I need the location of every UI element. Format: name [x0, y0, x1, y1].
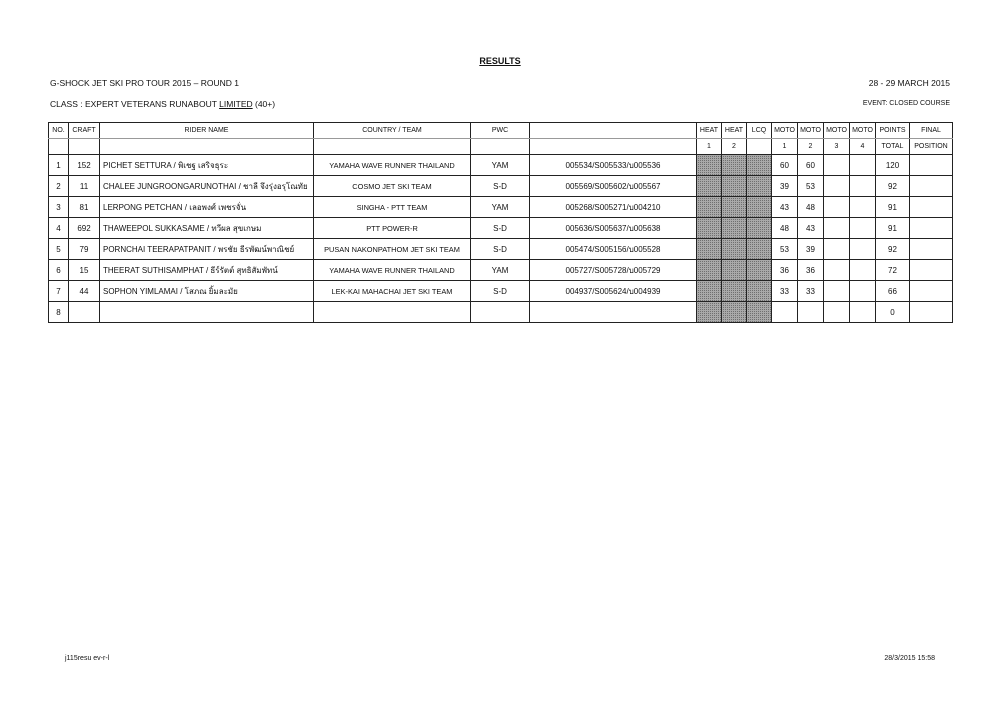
cell-lcq — [747, 176, 772, 197]
cell-pwc — [471, 302, 530, 323]
cell-lcq — [747, 155, 772, 176]
cell-moto-2: 36 — [798, 260, 824, 281]
cell-moto-2 — [798, 302, 824, 323]
col-no: NO. — [49, 123, 69, 139]
cell-team: YAMAHA WAVE RUNNER THAILAND — [314, 155, 471, 176]
cell-moto-4 — [850, 155, 876, 176]
cell-team: PTT POWER-R — [314, 218, 471, 239]
table-row — [49, 239, 953, 260]
cell-pwc: YAM — [471, 155, 530, 176]
col-lcq-sub — [747, 139, 772, 155]
cell-total: 0 — [876, 302, 910, 323]
cell-engine: 005474/S005156/บ005528 — [530, 239, 697, 260]
cell-engine — [530, 302, 697, 323]
cell-craft — [69, 302, 100, 323]
results-table — [48, 122, 953, 323]
cell-heat-2 — [722, 218, 747, 239]
cell-team: LEK-KAI MAHACHAI JET SKI TEAM — [314, 281, 471, 302]
cell-craft: 692 — [69, 218, 100, 239]
col-position: POSITION — [910, 139, 953, 155]
cell-position — [910, 155, 953, 176]
cell-moto-3 — [824, 197, 850, 218]
col-rider: RIDER NAME — [100, 123, 314, 139]
cell-heat-1 — [697, 176, 722, 197]
cell-heat-2 — [722, 260, 747, 281]
cell-heat-1 — [697, 302, 722, 323]
event-name: G-SHOCK JET SKI PRO TOUR 2015 – ROUND 1 — [50, 78, 239, 88]
cell-lcq — [747, 302, 772, 323]
table-row — [49, 302, 953, 323]
cell-moto-1: 43 — [772, 197, 798, 218]
cell-moto-2: 39 — [798, 239, 824, 260]
cell-rider — [100, 302, 314, 323]
col-engine — [530, 123, 697, 139]
cell-team: YAMAHA WAVE RUNNER THAILAND — [314, 260, 471, 281]
cell-heat-1 — [697, 197, 722, 218]
cell-no: 3 — [49, 197, 69, 218]
cell-heat-1 — [697, 218, 722, 239]
cell-lcq — [747, 218, 772, 239]
cell-team: PUSAN NAKONPATHOM JET SKI TEAM — [314, 239, 471, 260]
cell-rider: THEERAT SUTHISAMPHAT / ธีร์รัตต์ สุทธิสัมพัทน์ — [100, 260, 314, 281]
cell-heat-2 — [722, 302, 747, 323]
cell-engine: 005268/S005271/บ004210 — [530, 197, 697, 218]
cell-moto-4 — [850, 302, 876, 323]
cell-total: 92 — [876, 176, 910, 197]
col-moto-2: MOTO — [798, 123, 824, 139]
cell-rider: CHALEE JUNGROONGARUNOTHAI / ชาลี จึงรุ่งอรุโณทัย — [100, 176, 314, 197]
col-team-sub — [314, 139, 471, 155]
col-team: COUNTRY / TEAM — [314, 123, 471, 139]
table-row — [49, 197, 953, 218]
col-moto-3-num: 3 — [824, 139, 850, 155]
cell-lcq — [747, 197, 772, 218]
cell-moto-1 — [772, 302, 798, 323]
page-title: RESULTS — [479, 56, 521, 66]
cell-no: 7 — [49, 281, 69, 302]
results-body — [49, 155, 953, 323]
col-moto-1: MOTO — [772, 123, 798, 139]
cell-heat-2 — [722, 197, 747, 218]
cell-rider: PICHET SETTURA / พิเชฐ เสริจธุระ — [100, 155, 314, 176]
cell-heat-1 — [697, 239, 722, 260]
cell-craft: 44 — [69, 281, 100, 302]
cell-moto-1: 36 — [772, 260, 798, 281]
cell-moto-2: 33 — [798, 281, 824, 302]
col-moto-2-num: 2 — [798, 139, 824, 155]
cell-heat-2 — [722, 176, 747, 197]
col-total: TOTAL — [876, 139, 910, 155]
cell-team: SINGHA - PTT TEAM — [314, 197, 471, 218]
cell-moto-4 — [850, 239, 876, 260]
table-row — [49, 281, 953, 302]
cell-position — [910, 239, 953, 260]
cell-pwc: S-D — [471, 281, 530, 302]
cell-moto-2: 53 — [798, 176, 824, 197]
col-craft-sub — [69, 139, 100, 155]
cell-team — [314, 302, 471, 323]
cell-pwc: S-D — [471, 176, 530, 197]
col-moto-3: MOTO — [824, 123, 850, 139]
col-craft: CRAFT — [69, 123, 100, 139]
cell-moto-2: 43 — [798, 218, 824, 239]
col-heat-1-num: 1 — [697, 139, 722, 155]
table-row — [49, 176, 953, 197]
cell-moto-3 — [824, 281, 850, 302]
cell-position — [910, 197, 953, 218]
event-date: 28 - 29 MARCH 2015 — [868, 78, 950, 88]
col-pwc: PWC — [471, 123, 530, 139]
cell-no: 8 — [49, 302, 69, 323]
col-engine-sub — [530, 139, 697, 155]
cell-total: 120 — [876, 155, 910, 176]
cell-moto-4 — [850, 197, 876, 218]
cell-craft: 81 — [69, 197, 100, 218]
cell-moto-2: 60 — [798, 155, 824, 176]
cell-moto-1: 33 — [772, 281, 798, 302]
cell-lcq — [747, 281, 772, 302]
class-suffix: (40+) — [252, 99, 276, 109]
cell-no: 5 — [49, 239, 69, 260]
cell-engine: 005636/S005637/บ005638 — [530, 218, 697, 239]
cell-position — [910, 176, 953, 197]
col-rider-sub — [100, 139, 314, 155]
cell-position — [910, 302, 953, 323]
cell-moto-3 — [824, 176, 850, 197]
cell-heat-2 — [722, 155, 747, 176]
cell-position — [910, 260, 953, 281]
col-moto-4-num: 4 — [850, 139, 876, 155]
cell-moto-4 — [850, 176, 876, 197]
cell-no: 1 — [49, 155, 69, 176]
cell-moto-3 — [824, 155, 850, 176]
cell-craft: 11 — [69, 176, 100, 197]
col-points: POINTS — [876, 123, 910, 139]
cell-pwc: YAM — [471, 260, 530, 281]
cell-position — [910, 218, 953, 239]
footer-report-id: j115resu ev-r-l — [65, 655, 110, 662]
cell-engine: 005727/S005728/บ005729 — [530, 260, 697, 281]
cell-rider: LERPONG PETCHAN / เลอพงศ์ เพชรจั่น — [100, 197, 314, 218]
cell-rider: SOPHON YIMLAMAI / โสภณ ยิ้มละมัย — [100, 281, 314, 302]
table-row — [49, 155, 953, 176]
cell-moto-1: 48 — [772, 218, 798, 239]
cell-moto-1: 53 — [772, 239, 798, 260]
cell-moto-4 — [850, 218, 876, 239]
cell-total: 91 — [876, 218, 910, 239]
cell-no: 4 — [49, 218, 69, 239]
col-moto-4: MOTO — [850, 123, 876, 139]
cell-no: 2 — [49, 176, 69, 197]
cell-rider: THAWEEPOL SUKKASAME / ทวีผล สุขเกษม — [100, 218, 314, 239]
cell-moto-4 — [850, 281, 876, 302]
cell-craft: 79 — [69, 239, 100, 260]
footer-timestamp: 28/3/2015 15:58 — [884, 655, 935, 662]
cell-craft: 152 — [69, 155, 100, 176]
col-heat-2: HEAT — [722, 123, 747, 139]
cell-moto-3 — [824, 239, 850, 260]
header-row-top — [49, 123, 953, 139]
class-line — [50, 99, 275, 109]
col-moto-1-num: 1 — [772, 139, 798, 155]
class-limited: LIMITED — [219, 99, 253, 109]
cell-moto-3 — [824, 260, 850, 281]
cell-pwc: YAM — [471, 197, 530, 218]
table-row — [49, 260, 953, 281]
cell-craft: 15 — [69, 260, 100, 281]
cell-rider: PORNCHAI TEERAPATPANIT / พรชัย ธีรพัฒน์พาณิชย์ — [100, 239, 314, 260]
cell-heat-1 — [697, 155, 722, 176]
col-heat-2-num: 2 — [722, 139, 747, 155]
cell-moto-3 — [824, 302, 850, 323]
cell-total: 66 — [876, 281, 910, 302]
cell-heat-2 — [722, 281, 747, 302]
cell-pwc: S-D — [471, 239, 530, 260]
class-prefix: CLASS : EXPERT VETERANS RUNABOUT — [50, 99, 220, 109]
cell-position — [910, 281, 953, 302]
table-row — [49, 218, 953, 239]
cell-moto-1: 39 — [772, 176, 798, 197]
cell-lcq — [747, 260, 772, 281]
header-row-bottom — [49, 139, 953, 155]
cell-engine: 004937/S005624/บ004939 — [530, 281, 697, 302]
col-lcq: LCQ — [747, 123, 772, 139]
col-pwc-sub — [471, 139, 530, 155]
cell-moto-1: 60 — [772, 155, 798, 176]
cell-heat-2 — [722, 239, 747, 260]
cell-heat-1 — [697, 281, 722, 302]
cell-lcq — [747, 239, 772, 260]
cell-heat-1 — [697, 260, 722, 281]
cell-team: COSMO JET SKI TEAM — [314, 176, 471, 197]
event-type: EVENT: CLOSED COURSE — [862, 100, 950, 107]
col-heat-1: HEAT — [697, 123, 722, 139]
col-no-sub — [49, 139, 69, 155]
cell-total: 72 — [876, 260, 910, 281]
cell-engine: 005534/S005533/บ005536 — [530, 155, 697, 176]
col-final: FINAL — [910, 123, 953, 139]
cell-total: 92 — [876, 239, 910, 260]
cell-total: 91 — [876, 197, 910, 218]
cell-engine: 005569/S005602/บ005567 — [530, 176, 697, 197]
cell-moto-4 — [850, 260, 876, 281]
cell-no: 6 — [49, 260, 69, 281]
cell-moto-2: 48 — [798, 197, 824, 218]
cell-pwc: S-D — [471, 218, 530, 239]
cell-moto-3 — [824, 218, 850, 239]
